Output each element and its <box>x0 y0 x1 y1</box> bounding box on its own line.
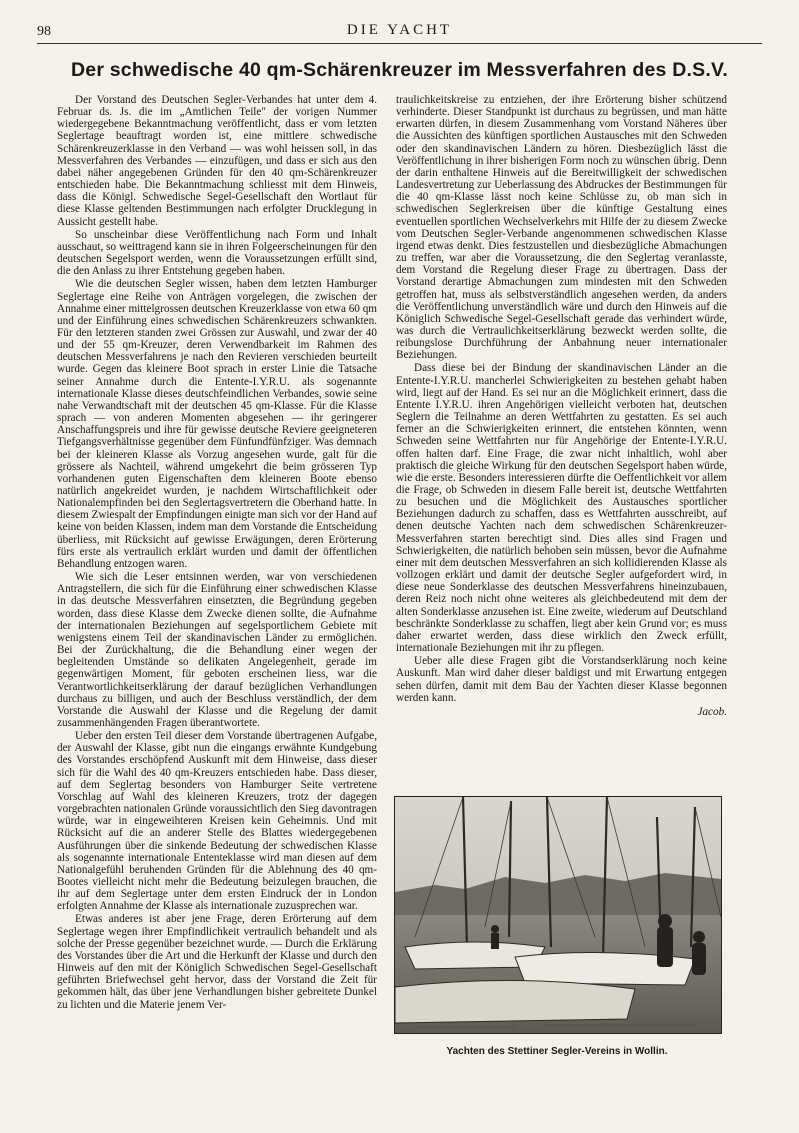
author-signature: Jacob. <box>697 705 727 718</box>
paragraph: Wie sich die Leser entsinnen werden, war von verschiedenen Antragstellern, die sich für die Einführung einer schwedischen Klasse in das deutsche Messverfahren einsetzten, die Begründung gegeben worden, dass diese Klasse dem Zwecke dienen sollte, die Aufnahme der internationalen Beziehungen auf segelsportlichem Gebiete mit wenigstens einem Teil der skandinavischen Länder zu ermöglichen. Bei der Zurückhaltung, die die Behandlung einer wegen der begleitenden Umstände so delikaten Angelegenheit, gerade im gegenwärtigen Moment, für geboten erscheinen liess, war die Verantwortlichkeitserklärung der darauf bezüglichen Verhandlungen durchaus zu billigen, und auch der Beschluss verständlich, der dem Vorstande die Auswahl der Klasse und die Regelung der damit zusammenhängenden Fragen überantwortete. <box>57 571 377 729</box>
figure-caption: Yachten des Stettiner Segler-Vereins in Wollin. <box>446 1046 668 1057</box>
yachts-photo-illustration <box>395 797 721 1033</box>
article-title: Der schwedische 40 qm-Schärenkreuzer im Messverfahren des D.S.V. <box>71 59 728 81</box>
page-number: 98 <box>37 24 51 39</box>
paragraph: Dass diese bei der Bindung der skandinavischen Länder an die Entente-I.Y.R.U. mancherlei Schwierigkeiten zu bestehen gehabt haben wird, liegt auf der Hand. Es sei nur an die Möglichkeit erinnert, dass die Entente I.Y.R.U. ihren Angehörigen vielleicht verboten hat, deutschen Seglern die Teilnahme an deren Wettfahrten zu gestatten. Es sei auch ferner an die Schwierigkeiten erinnert, die entstehen könnten, wenn Schweden seine Wettfahrten nur für Angehörige der Entente-I.Y.R.U. offen halten darf. Eine Frage, die zwar nicht inhaltlich, wohl aber praktisch die gleiche Wirkung für den deutschen Segelsport haben würde, wie die erste. Besonders interessieren dürfte die Oeffentlichkeit vor allem die Frage, ob Schweden in diesem Falle bereit ist, deutsche Wettfahrten zu besuchen und die Möglichkeit des Austausches sportlicher Beziehungen dadurch zu schaffen, dass es Wettfahrten ausschreibt, auf denen deutsche Yachten nach dem schwedischen Schärenkreuzer-Messverfahren starten berechtigt sind. Dies alles sind Fragen und Schwierigkeiten, die natürlich behoben sein müssen, bevor die Aufnahme einer mit dem deutschen Messverfahren an sich kollidierenden Klasse als vollzogen erklärt und damit der deutsche Segler aufgefordert wird, in diese neue Sonderklasse des deutschen Messverfahrens hineinzubauen, deren Reiz noch nicht ohne weiteres als gleichbedeutend mit dem der alten Sonderklasse anzusehen ist. Eine zweite, wiederum auf Deutschland beschränkte Sonderklasse zu schaffen, liegt aber kein Grund vor; es muss daher erwartet werden, dass diese wirklich den Zweck erfüllt, internationale Beziehungen mit ihr zu pflegen. <box>396 362 727 655</box>
right-column <box>396 94 727 750</box>
paragraph: So unscheinbar diese Veröffentlichung nach Form und Inhalt ausschaut, so weittragend kann sie in ihren Folgeerscheinungen für den deutschen Segelsport werden, wenn die Voraussetzungen erfüllt sind, die den Anlass zu ihrer Entstehung gegeben haben. <box>57 228 377 278</box>
paragraph: Der Vorstand des Deutschen Segler-Verbandes hat unter dem 4. Februar ds. Js. die im „Amtlichen Teile" der vorigen Nummer wiedergegebene Bekanntmachung veröffentlicht, dass er vom letzten Seglertage beauftragt worden ist, eine mittlere schwedische Schärenkreuzerklasse in den Verband — was wohl heissen soll, in das Messverfahren des Verbandes — einzufügen, und dass er sich aus den dabei näher angegebenen Gründen für den 40 qm-Schärenkreuzer entschieden habe. Die Bekanntmachung schliesst mit dem Hinweis, dass die Königl. Schwedische Segel-Gesellschaft den Wortlaut für diese Klasse geltenden Bestimmungen nach erfolgter Drucklegung in Aussicht gestellt habe. <box>57 94 377 228</box>
paragraph: traulichkeitskreise zu entziehen, der ihre Erörterung bisher schützend verhinderte. Dieser Standpunkt ist durchaus zu begrüssen, und man hätte erwarten dürfen, in diesem Zusammenhang vom Vorstand Näheres über die Aussichten des künftigen sportlichen Austausches mit den Schweden oder den skandinavischen Ländern zu hören. Diesbezüglich lässt die Veröffentlichung in ihrer bisherigen Form noch zu wünschen übrig. Denn der darin enthaltene Hinweis auf die Bereitwilligkeit der schwedischen Landesvertretung zur Ueberlassung des Abdruckes der Bestimmungen für die 40 qm-Klasse lässt noch keine Schlüsse zu, ob man sich in schwedischen Seglerkreisen über die künftige Gestaltung eines eventuellen sportlichen Wechselverkehrs mit Hilfe der zu diesem Zwecke vom Deutschen Segler-Verbande angenommenen schwedischen Klasse irgend etwas denkt. Dies festzustellen und diesbezügliche Abmachungen zu treffen, war aber die Voraussetzung, die den Seglertag veranlasste, dem Vorstand die Regelung dieser Frage zu übertragen. Dass der Vorstand derartige Abmachungen zum mindesten mit den Schweden getroffen hat, muss als selbstverständlich angesehen werden, da anders die Veröffentlichung unverständlich wäre und durch den Hinweis auf die Königlich Schwedische Segel-Gesellschaft gerade das verhindert würde, was durch die Vertraulichkeitserklärung bezweckt werden sollte, die reibungslose Durchführung der Anbahnung neuer internationaler Beziehungen. <box>396 94 727 362</box>
paragraph: Wie die deutschen Segler wissen, haben dem letzten Hamburger Seglertage eine Reihe von Anträgen vorgelegen, die zwischen der Annahme einer mittelgrossen deutschen Kreuzerklasse von etwa 60 qm und der Einführung eines schwedischen Schärenkreuzers schwankten. Für den letzteren standen zwei Grössen zur Auswahl, und zwar der 40 und der 55 qm-Kreuzer, deren Verwendbarkeit im Rahmen des deutschen Messverfahrens je nach den Revieren verschieden beurteilt wurde. Gegen das kleinere Boot sprach in erster Linie die Tatsache seiner Annahme durch die Entente-I.Y.R.U. als sogenannte internationale Klasse dieses deutschfeindlichen Verbandes, sowie seine nahe Verwandtschaft mit der deutschen 45 qm-Klasse. Für die Klasse sprach — von anderen Momenten abgesehen — ihr geringerer Anschaffungspreis und ihre für gewisse deutsche Reviere geeigneteren Tiefgangsverhältnisse gegenüber dem Fünfundfünfziger. Was demnach bei der kleineren Klasse als Vorzug angesehen wurde, galt für die grössere als Nachteil, während umgekehrt die beim grösseren Typ vorhandenen guten Eigenschaften dem kleineren Boote ebenso natürlich angekreidet wurden, je nachdem Wirtschaftlichkeit oder Nationalempfinden bei den Seglertagsvertretern die Oberhand hatte. In diesem Zwiespalt der Empfindungen einigte man sich vor der Hand auf keine von beiden Klassen, indem man dem Vorstande die Entscheidung überliess, mit Rücksicht auf gewisse Erwägungen, deren Erörterung fürs erste als vertraulich erklärt wurden und damit der öffentlichen Behandlung entzogen waren. <box>57 278 377 570</box>
paragraph: Etwas anderes ist aber jene Frage, deren Erörterung auf dem Seglertage wegen ihrer Empfindlichkeit vertraulich behandelt und als solche der Presse gegenüber bezeichnet wurde. — Durch die Erklärung des Vorstandes über die Art und die Herkunft der Klasse und durch den Hinweis auf den mit der Königlich Schwedischen Segel-Gesellschaft geführten Briefwechsel geht hervor, dass der Vorstand die Zeit für gekommen hält, das über jene Verhandlungen bisher gebreitete Dunkel zu lichten und die Materie jenem Ver- <box>57 913 377 1011</box>
paragraph: Ueber den ersten Teil dieser dem Vorstande übertragenen Aufgabe, der Auswahl der Klasse, gibt nun die eingangs erwähnte Kundgebung des Vorstandes erschöpfend Auskunft mit dem Hinweise, dass dieser sich für die Wahl des 40 qm-Kreuzers entschieden habe. Dass dieser, auf dem Seglertag besonders von Hamburger Seite vertretene Vorschlag auf Wahl des kleineren Kreuzers, trotz der dagegen vorgebrachten nationalen Gründe voraussichtlich den Sieg davontragen würde, war in eingeweihteren Kreisen kein Geheimnis. Und mit Rücksicht auf die an anderer Stelle des Blattes wiedergegebenen Ausführungen über die sinkende Bedeutung der schwedischen Klasse als sogenannte internationale Ententeklasse wird man diesen auf dem Nationalgefühl beruhenden Gründen für die Ablehnung des 40 qm-Bootes vielleicht nicht mehr die Bedeutung beizulegen brauchen, die ihr auf dem Seglertage unter dem ersten Eindruck der in London erfolgten Annahme der Klasse als internationale zuzusprechen war. <box>57 730 377 913</box>
running-head: DIE YACHT <box>346 22 453 38</box>
header-rule <box>37 43 762 44</box>
paragraph: Ueber alle diese Fragen gibt die Vorstandserklärung noch keine Auskunft. Man wird daher dieser baldigst und mit Erwartung entgegen sehen dürfen, damit mit dem Bau der Yachten dieser Klasse begonnen werden kann. <box>396 655 727 704</box>
left-column <box>57 94 377 1059</box>
harbor-photo <box>394 796 722 1034</box>
